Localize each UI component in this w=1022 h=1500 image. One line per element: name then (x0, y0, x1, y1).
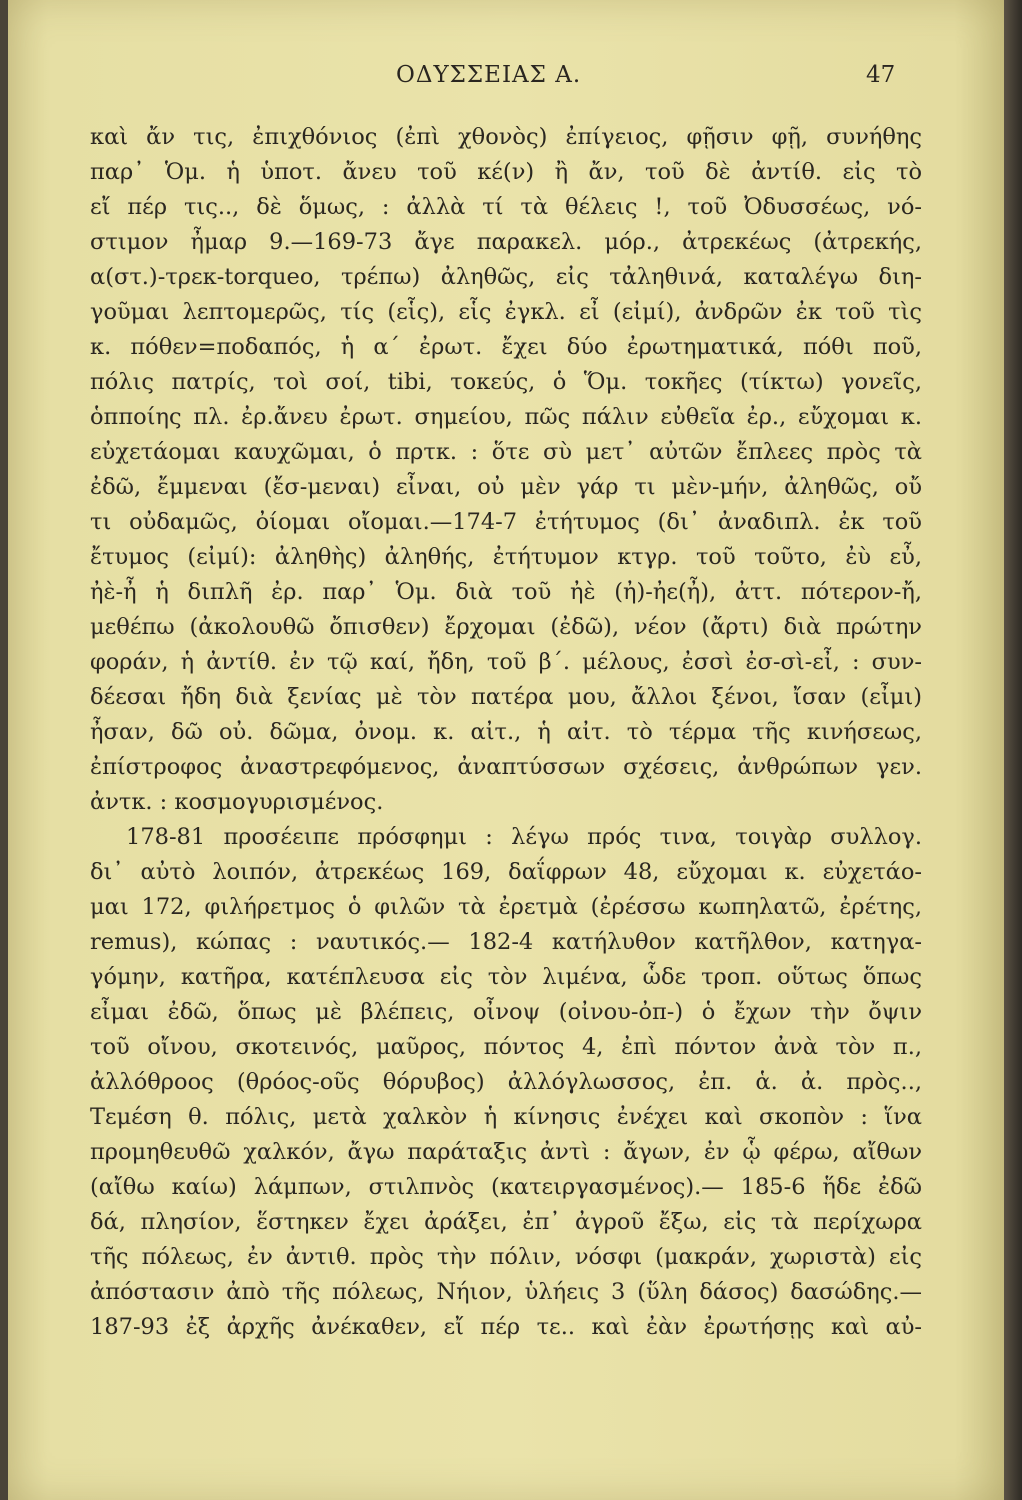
text-line: τῆς πόλεως, ἐν ἀντιθ. πρὸς τὴν πόλιν, νόσφι (μακράν, χωριστὰ) εἰς (90, 1244, 922, 1270)
text-line: φοράν, ἡ ἀντίθ. ἐν τῷ καί, ἤδη, τοῦ β´. μέλους, ἐσσὶ ἐσ-σὶ-εἶ, : συν- (90, 649, 922, 675)
text-line: προμηθευθῶ χαλκόν, ἄγω παράταξις ἀντὶ : ἄγων, ἐν ᾧ φέρω, αἴθων (90, 1139, 922, 1165)
text-line: τι οὐδαμῶς, ὀίομαι οἴομαι.—174-7 ἐτήτυμος (δι᾽ ἀναδιπλ. ἐκ τοῦ (90, 509, 922, 535)
book-page (8, 0, 1004, 1500)
text-line: εἴ πέρ τις.., δὲ ὅμως, : ἀλλὰ τί τὰ θέλεις !, τοῦ Ὀδυσσέως, νό- (90, 194, 922, 220)
text-line: δι᾽ αὐτὸ λοιπόν, ἀτρεκέως 169, δαΐφρων 48, εὔχομαι κ. εὐχετάο- (90, 859, 922, 885)
text-line: ἔτυμος (εἰμί): ἀληθὴς) ἀληθής, ἐτήτυμον κτγρ. τοῦ τοῦτο, ἐὺ εὖ, (90, 544, 922, 570)
running-title: ΟΔΥΣΣΕΙΑΣ Α. (396, 62, 582, 88)
text-line: ἠὲ-ἦ ἡ διπλῆ ἐρ. παρ᾽ Ὁμ. διὰ τοῦ ἠὲ (ἠ)-ἠε(ἦ), ἀττ. πότερον-ἤ, (90, 579, 922, 605)
text-line: ὁπποίης πλ. ἐρ.ἄνευ ἐρωτ. σημείου, πῶς πάλιν εὐθεῖα ἐρ., εὔχομαι κ. (90, 404, 922, 430)
text-line: (αἴθω καίω) λάμπων, στιλπνὸς (κατειργασμένος).— 185-6 ἥδε ἐδῶ (90, 1174, 922, 1200)
page-number: 47 (866, 62, 896, 88)
text-line: remus), κώπας : ναυτικός.— 182-4 κατήλυθον κατῆλθον, κατηγα- (90, 929, 922, 955)
text-line: κ. πόθεν=ποδαπός, ἡ α´ ἐρωτ. ἔχει δύο ἐρωτηματικά, πόθι ποῦ, (90, 334, 922, 360)
text-line: ἀπόστασιν ἀπὸ τῆς πόλεως, Νήιον, ὑλήεις 3 (ὕλη δάσος) δασώδης.— (90, 1279, 922, 1305)
text-line: α(στ.)-τρεκ-torqueo, τρέπω) ἀληθῶς, εἰς τἀληθινά, καταλέγω διη- (90, 264, 922, 290)
text-line: μαι 172, φιλήρετμος ὁ φιλῶν τὰ ἐρετμὰ (ἐρέσσω κωπηλατῶ, ἐρέτης, (90, 894, 922, 920)
text-line: 187-93 ἐξ ἀρχῆς ἀνέκαθεν, εἴ πέρ τε.. καὶ ἐὰν ἐρωτήσῃς καὶ αὐ- (90, 1314, 922, 1340)
text-line: τοῦ οἴνου, σκοτεινός, μαῦρος, πόντος 4, ἐπὶ πόντον ἀνὰ τὸν π., (90, 1034, 922, 1060)
text-line: καὶ ἄν τις, ἐπιχθόνιος (ἐπὶ χθονὸς) ἐπίγειος, φῇσιν φῇ, συνήθης (90, 124, 922, 150)
text-line: παρ᾽ Ὁμ. ἡ ὑποτ. ἄνευ τοῦ κέ(ν) ἢ ἄν, τοῦ δὲ ἀντίθ. εἰς τὸ (90, 159, 922, 185)
text-line: πόλις πατρίς, τοὶ σοί, tibi, τοκεύς, ὁ Ὅμ. τοκῆες (τίκτω) γονεῖς, (90, 369, 922, 395)
text-line: μεθέπω (ἀκολουθῶ ὄπισθεν) ἔρχομαι (ἐδῶ), νέον (ἄρτι) διὰ πρώτην (90, 614, 922, 640)
text-line: Τεμέση θ. πόλις, μετὰ χαλκὸν ἡ κίνησις ἐνέχει καὶ σκοπὸν : ἵνα (90, 1104, 922, 1130)
text-line: γόμην, κατῆρα, κατέπλευσα εἰς τὸν λιμένα, ὧδε τροπ. οὕτως ὅπως (90, 964, 922, 990)
text-line: γοῦμαι λεπτομερῶς, τίς (εἷς), εἷς ἐγκλ. εἶ (εἰμί), ἀνδρῶν ἐκ τοῦ τὶς (90, 299, 922, 325)
text-line: ἦσαν, δῶ οὐ. δῶμα, ὀνομ. κ. αἰτ., ἡ αἰτ. τὸ τέρμα τῆς κινήσεως, (90, 719, 922, 745)
text-line: ἐδῶ, ἔμμεναι (ἔσ-μεναι) εἶναι, οὐ μὲν γάρ τι μὲν-μήν, ἀληθῶς, οὔ (90, 474, 922, 500)
text-line: ἀλλόθροος (θρόος-οῦς θόρυβος) ἀλλόγλωσσος, ἐπ. ἁ. ἀ. πρὸς.., (90, 1069, 922, 1095)
page-header (8, 62, 1004, 102)
text-line: δέεσαι ἤδη διὰ ξενίας μὲ τὸν πατέρα μου, ἄλλοι ξένοι, ἴσαν (εἶμι) (90, 684, 922, 710)
text-line: εὐχετάομαι καυχῶμαι, ὁ πρτκ. : ὅτε σὺ μετ᾽ αὐτῶν ἔπλεες πρὸς τὰ (90, 439, 922, 465)
text-line: 178-81 προσέειπε πρόσφημι : λέγω πρός τινα, τοιγὰρ συλλογ. (126, 824, 922, 850)
text-line: ἀντκ. : κοσμογυρισμένος. (90, 789, 384, 815)
commentary-text (90, 120, 922, 1345)
book-edge (1004, 0, 1022, 1500)
text-line: δά, πλησίον, ἕστηκεν ἔχει ἀράξει, ἐπ᾽ ἀγροῦ ἔξω, εἰς τὰ περίχωρα (90, 1209, 922, 1235)
text-line: εἶμαι ἐδῶ, ὅπως μὲ βλέπεις, οἶνοψ (οἰνου-ὀπ-) ὁ ἔχων τὴν ὄψιν (90, 999, 922, 1025)
text-line: ἐπίστροφος ἀναστρεφόμενος, ἀναπτύσσων σχέσεις, ἀνθρώπων γεν. (90, 754, 922, 780)
text-line: στιμον ἦμαρ 9.—169-73 ἄγε παρακελ. μόρ., ἀτρεκέως (ἀτρεκής, (90, 229, 922, 255)
